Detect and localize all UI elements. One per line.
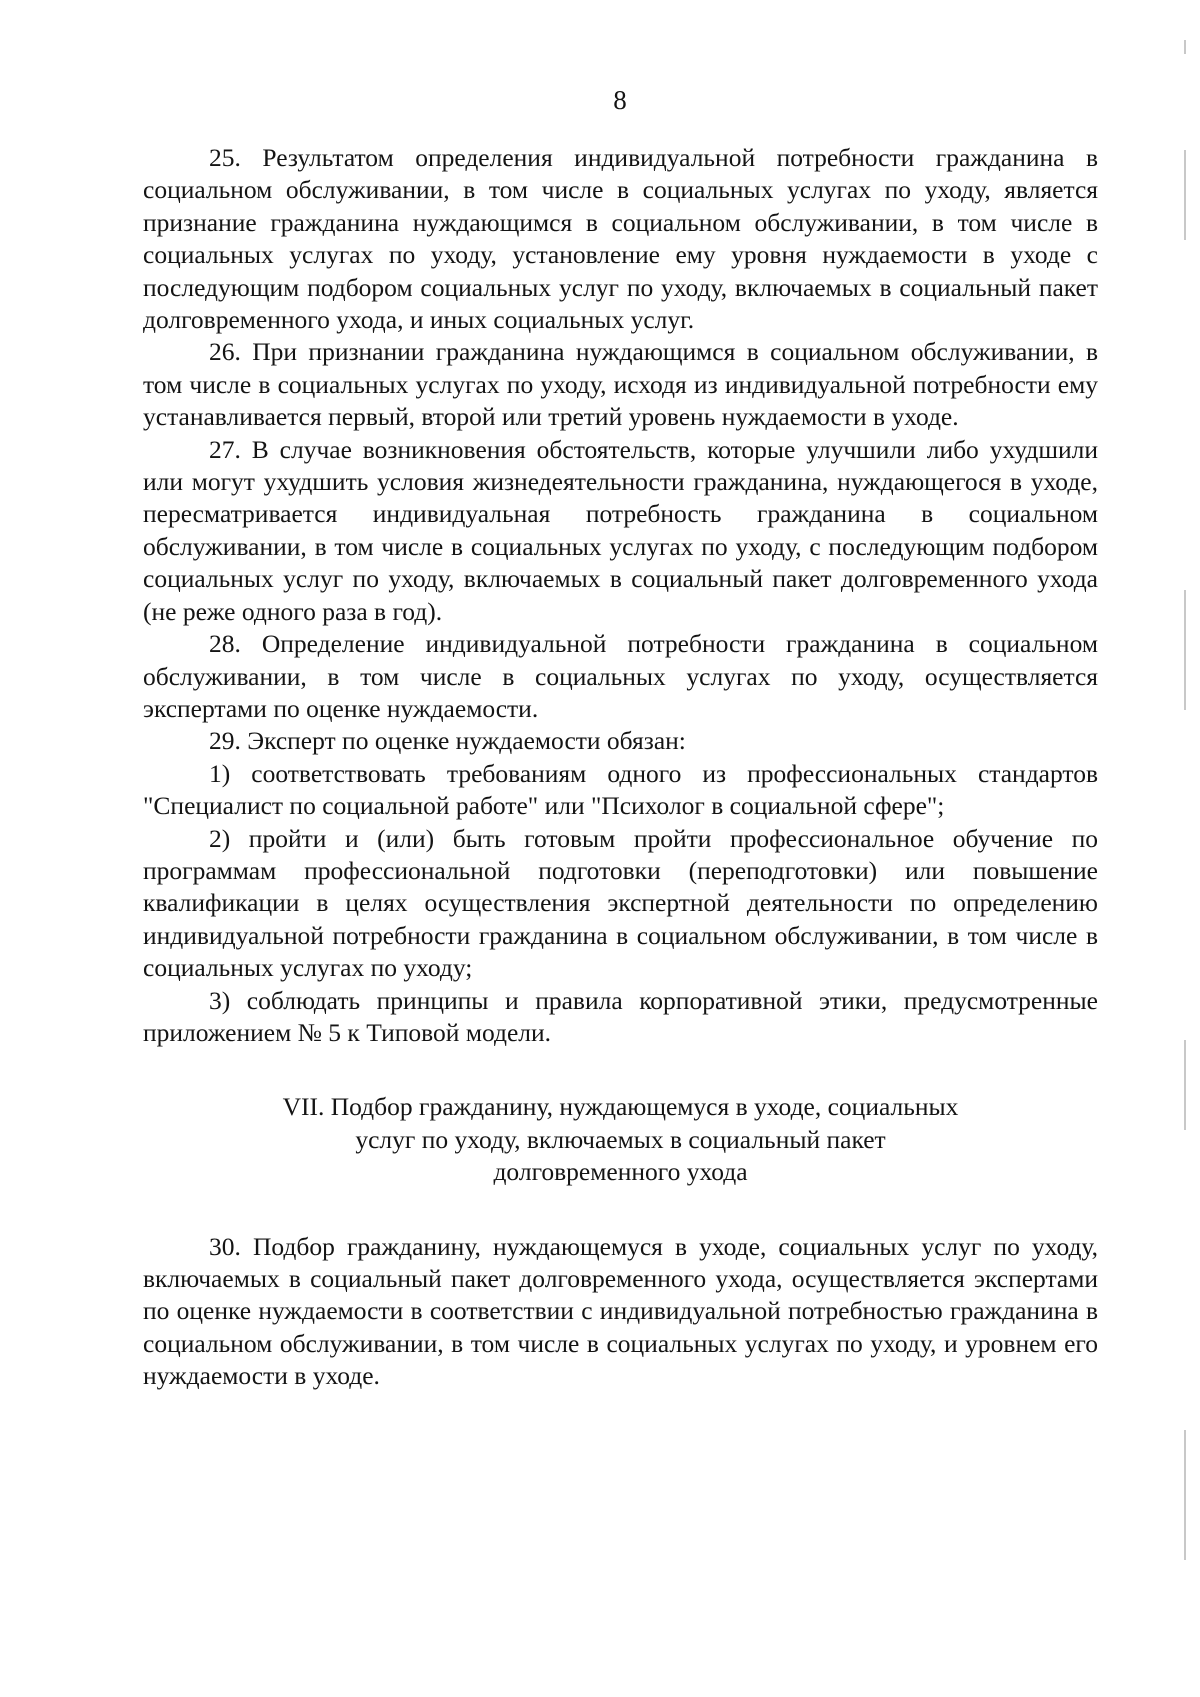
paragraph-28: 28. Определение индивидуальной потребности гражданина в социальном обслуживании, в том числе в социальных услугах по уходу, осуществляется экспертами по оценке нуждаемости. [143,629,1098,723]
page-number: 8 [613,85,627,115]
section-heading-line-2: услуг по уходу, включаемых в социальный пакет [355,1124,886,1154]
paragraph-25: 25. Результатом определения индивидуальной потребности гражданина в социальном обслуживании, в том числе в социальных услугах по уходу, является признание гражданина нуждающимся в социальном обслуживании, в том числе в социальных услугах по уходу, установление ему уровня нуждаемости в уходе с последующим подбором социальных услуг по уходу, включаемых в социальный пакет долговременного ухода, и иных социальных услуг. [143,143,1098,335]
section-heading [143,1091,1098,1188]
paragraph-29-item-1: 1) соответствовать требованиям одного из профессиональных стандартов "Специалист по социальной работе" или "Психолог в социальной сфере"; [143,758,1098,821]
paragraph-29: 29. Эксперт по оценке нуждаемости обязан: [209,726,686,756]
section-heading-line-1: VII. Подбор гражданину, нуждающемуся в уходе, социальных [282,1092,959,1122]
paragraph-29-item-3: 3) соблюдать принципы и правила корпоративной этики, предусмотренные приложением № 5 к Типовой модели. [143,985,1098,1047]
paragraph-27: 27. В случае возникновения обстоятельств, которые улучшили либо ухудшили или могут ухудшить условия жизнедеятельности гражданина, нуждающегося в уходе, пересматривается индивидуальная потребность гражданина в социальном обслуживании, в том числе в социальных услугах по уходу, с последующим подбором социальных услуг по уходу, включаемых в социальный пакет долговременного ухода (не реже одного раза в год). [143,434,1098,626]
section-heading-line-3: долговременного ухода [493,1157,748,1187]
document-body [143,142,1098,1393]
paragraph-29-item-2: 2) пройти и (или) быть готовым пройти профессиональное обучение по программам профессиональной подготовки (переподготовки) или повышение квалификации в целях осуществления экспертной деятельности по определению индивидуальной потребности гражданина в социальном обслуживании, в том числе в социальных услугах по уходу; [143,823,1098,983]
scanner-edge-marks [1170,0,1200,1697]
paragraph-30: 30. Подбор гражданину, нуждающемуся в уходе, социальных услуг по уходу, включаемых в социальный пакет долговременного ухода, осуществляется экспертами по оценке нуждаемости в соответствии с индивидуальной потребностью гражданина в социальном обслуживании, в том числе в социальных услугах по уходу, и уровнем его нуждаемости в уходе. [143,1231,1098,1391]
paragraph-26: 26. При признании гражданина нуждающимся в социальном обслуживании, в том числе в социальных услугах по уходу, исходя из индивидуальной потребности ему устанавливается первый, второй или третий уровень нуждаемости в уходе. [143,337,1098,432]
